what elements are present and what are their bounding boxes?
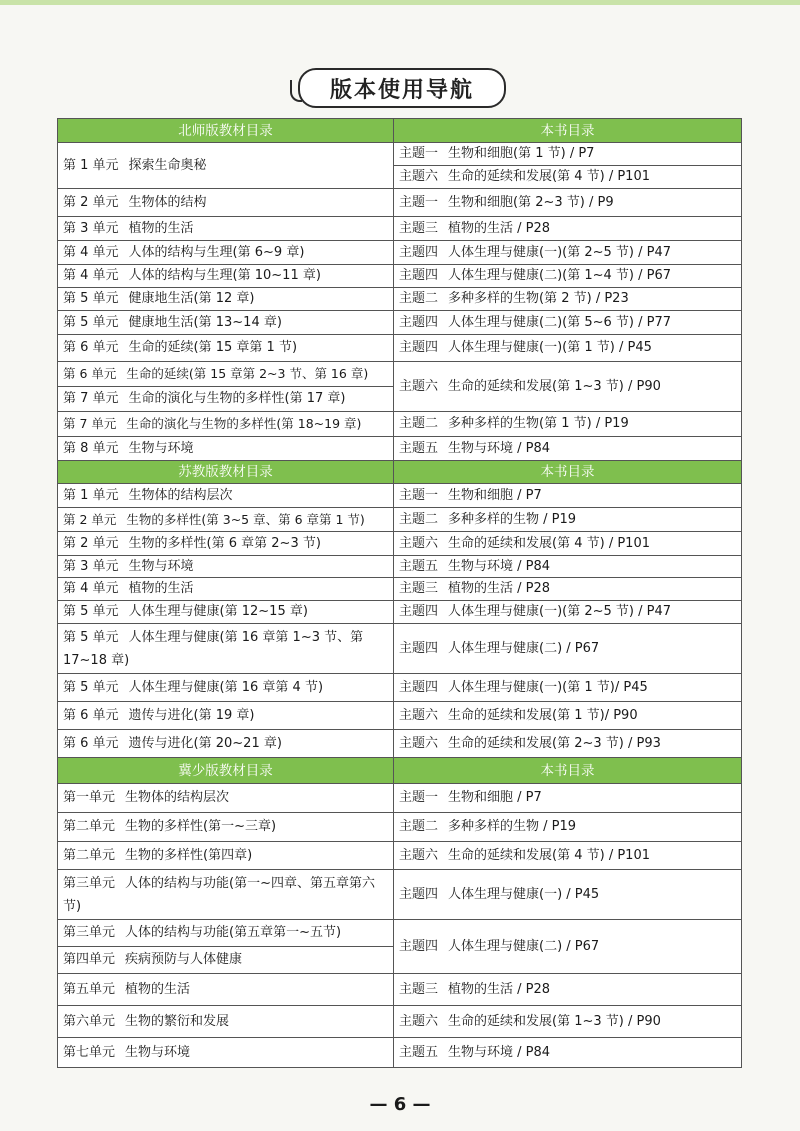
- table-row: [58, 189, 742, 217]
- book-entry: 主题二 多种多样的生物 / P19: [394, 813, 742, 842]
- table-row: [58, 437, 742, 461]
- book-entry: 主题四 人体生理与健康(一)(第 1 节) / P45: [394, 335, 742, 362]
- table-row: [58, 335, 742, 362]
- table-row: [58, 624, 742, 674]
- textbook-entry: 第五单元 植物的生活: [58, 974, 394, 1006]
- textbook-entry: 第 6 单元 生命的延续(第 15 章第 2~3 节、第 16 章): [58, 362, 394, 387]
- table-row: [58, 813, 742, 842]
- book-entry: 主题六 生命的延续和发展(第 1 节)/ P90: [394, 702, 742, 730]
- textbook-entry: 第 4 单元 植物的生活: [58, 578, 394, 601]
- textbook-entry: 第 1 单元 探索生命奥秘: [58, 143, 394, 189]
- section-right-header: 本书目录: [394, 119, 742, 143]
- book-entry: 主题六 生命的延续和发展(第 1~3 节) / P90: [394, 1006, 742, 1038]
- section-header-row: [58, 758, 742, 784]
- table-row: [58, 578, 742, 601]
- book-entry: 主题四 人体生理与健康(一)(第 1 节)/ P45: [394, 674, 742, 702]
- book-entry: 主题五 生物与环境 / P84: [394, 556, 742, 578]
- textbook-entry: 第 6 单元 生命的延续(第 15 章第 1 节): [58, 335, 394, 362]
- textbook-entry: 第二单元 生物的多样性(第四章): [58, 842, 394, 870]
- table-row: [58, 143, 742, 166]
- table-row: [58, 508, 742, 532]
- textbook-entry: 第四单元 疾病预防与人体健康: [58, 947, 394, 974]
- book-entry: 主题二 多种多样的生物(第 2 节) / P23: [394, 288, 742, 311]
- book-entry: 主题六 生命的延续和发展(第 4 节) / P101: [394, 166, 742, 189]
- table-row: [58, 362, 742, 387]
- book-entry: 主题二 多种多样的生物 / P19: [394, 508, 742, 532]
- textbook-entry: 第 7 单元 生命的演化与生物的多样性(第 17 章): [58, 387, 394, 412]
- textbook-entry: 第三单元 人体的结构与功能(第一~四章、第五章第六节): [58, 870, 394, 920]
- book-entry: 主题五 生物与环境 / P84: [394, 437, 742, 461]
- book-entry: 主题四 人体生理与健康(一)(第 2~5 节) / P47: [394, 601, 742, 624]
- section-left-header: 苏教版教材目录: [58, 461, 394, 484]
- table-row: [58, 556, 742, 578]
- textbook-entry: 第 2 单元 生物的多样性(第 3~5 章、第 6 章第 1 节): [58, 508, 394, 532]
- textbook-entry: 第 5 单元 健康地生活(第 13~14 章): [58, 311, 394, 335]
- section-left-header: 冀少版教材目录: [58, 758, 394, 784]
- book-entry: 主题六 生命的延续和发展(第 4 节) / P101: [394, 532, 742, 556]
- book-entry: 主题一 生物和细胞(第 1 节) / P7: [394, 143, 742, 166]
- section-header-row: [58, 119, 742, 143]
- book-entry: 主题二 多种多样的生物(第 1 节) / P19: [394, 412, 742, 437]
- book-entry: 主题四 人体生理与健康(二)(第 5~6 节) / P77: [394, 311, 742, 335]
- book-entry: 主题六 生命的延续和发展(第 2~3 节) / P93: [394, 730, 742, 758]
- table-row: [58, 288, 742, 311]
- section-right-header: 本书目录: [394, 758, 742, 784]
- book-entry: 主题三 植物的生活 / P28: [394, 217, 742, 241]
- textbook-entry: 第二单元 生物的多样性(第一~三章): [58, 813, 394, 842]
- table-row: [58, 674, 742, 702]
- top-border-strip: [0, 0, 800, 5]
- page-title: 版本使用导航: [329, 77, 474, 103]
- page-number: — 6 —: [369, 1094, 431, 1115]
- textbook-entry: 第 3 单元 植物的生活: [58, 217, 394, 241]
- section-header-row: [58, 461, 742, 484]
- book-entry: 主题四 人体生理与健康(二)(第 1~4 节) / P67: [394, 265, 742, 288]
- textbook-entry: 第 6 单元 遗传与进化(第 20~21 章): [58, 730, 394, 758]
- textbook-entry: 第 1 单元 生物体的结构层次: [58, 484, 394, 508]
- book-entry: 主题四 人体生理与健康(一)(第 2~5 节) / P47: [394, 241, 742, 265]
- book-entry: 主题四 人体生理与健康(二) / P67: [394, 624, 742, 674]
- textbook-entry: 第 5 单元 人体生理与健康(第 12~15 章): [58, 601, 394, 624]
- book-entry: 主题三 植物的生活 / P28: [394, 578, 742, 601]
- book-entry: 主题三 植物的生活 / P28: [394, 974, 742, 1006]
- textbook-entry: 第 2 单元 生物体的结构: [58, 189, 394, 217]
- table-row: [58, 842, 742, 870]
- table-row: [58, 974, 742, 1006]
- page-title-badge: [298, 68, 506, 108]
- book-entry: 主题六 生命的延续和发展(第 1~3 节) / P90: [394, 362, 742, 412]
- textbook-entry: 第 6 单元 遗传与进化(第 19 章): [58, 702, 394, 730]
- textbook-entry: 第六单元 生物的繁衍和发展: [58, 1006, 394, 1038]
- table-row: [58, 870, 742, 920]
- textbook-entry: 第 8 单元 生物与环境: [58, 437, 394, 461]
- textbook-entry: 第三单元 人体的结构与功能(第五章第一~五节): [58, 920, 394, 947]
- table-row: [58, 730, 742, 758]
- table-row: [58, 702, 742, 730]
- book-entry: 主题四 人体生理与健康(一) / P45: [394, 870, 742, 920]
- book-entry: 主题六 生命的延续和发展(第 4 节) / P101: [394, 842, 742, 870]
- textbook-entry: 第一单元 生物体的结构层次: [58, 784, 394, 813]
- table-row: [58, 1006, 742, 1038]
- book-entry: 主题五 生物与环境 / P84: [394, 1038, 742, 1068]
- table-row: [58, 484, 742, 508]
- table-row: [58, 412, 742, 437]
- version-navigation-table: [57, 118, 742, 1068]
- table-row: [58, 241, 742, 265]
- table-row: [58, 217, 742, 241]
- table-row: [58, 311, 742, 335]
- textbook-entry: 第 2 单元 生物的多样性(第 6 章第 2~3 节): [58, 532, 394, 556]
- textbook-entry: 第七单元 生物与环境: [58, 1038, 394, 1068]
- table-row: [58, 265, 742, 288]
- section-right-header: 本书目录: [394, 461, 742, 484]
- textbook-entry: 第 5 单元 人体生理与健康(第 16 章第 4 节): [58, 674, 394, 702]
- book-entry: 主题一 生物和细胞 / P7: [394, 484, 742, 508]
- textbook-entry: 第 3 单元 生物与环境: [58, 556, 394, 578]
- textbook-entry: 第 7 单元 生命的演化与生物的多样性(第 18~19 章): [58, 412, 394, 437]
- textbook-entry: 第 4 单元 人体的结构与生理(第 10~11 章): [58, 265, 394, 288]
- textbook-entry: 第 5 单元 人体生理与健康(第 16 章第 1~3 节、第 17~18 章): [58, 624, 394, 674]
- table-row: [58, 601, 742, 624]
- textbook-entry: 第 5 单元 健康地生活(第 12 章): [58, 288, 394, 311]
- textbook-entry: 第 4 单元 人体的结构与生理(第 6~9 章): [58, 241, 394, 265]
- book-entry: 主题一 生物和细胞 / P7: [394, 784, 742, 813]
- book-entry: 主题一 生物和细胞(第 2~3 节) / P9: [394, 189, 742, 217]
- table-row: [58, 1038, 742, 1068]
- section-left-header: 北师版教材目录: [58, 119, 394, 143]
- table-row: [58, 920, 742, 947]
- table-row: [58, 784, 742, 813]
- table-row: [58, 532, 742, 556]
- book-entry: 主题四 人体生理与健康(二) / P67: [394, 920, 742, 974]
